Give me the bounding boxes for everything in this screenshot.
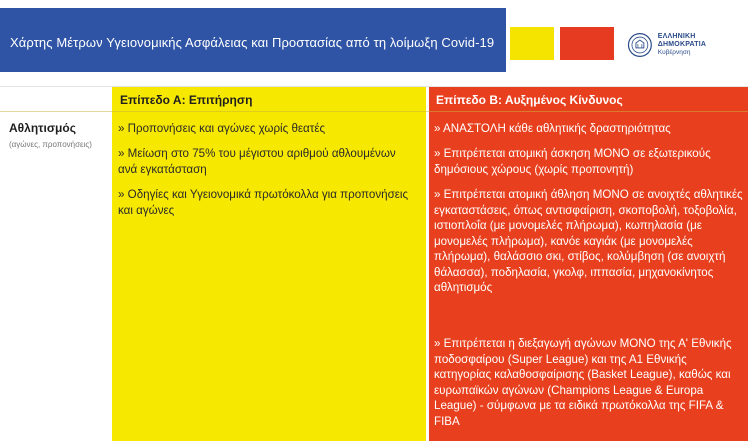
logo-line-1: ΕΛΛΗΝΙΚΗ ΔΗΜΟΚΡΑΤΙΑ: [657, 33, 707, 49]
level-a-column: [112, 87, 426, 441]
bullet-icon: »: [118, 188, 128, 201]
logo-text: [658, 33, 745, 57]
bullet-icon: »: [118, 122, 128, 135]
hellenic-seal-icon: [627, 32, 653, 58]
page-title: Χάρτης Μέτρων Υγειονομικής Ασφάλειας και Προστασίας από τη λοίμωξη Covid-19: [10, 35, 495, 50]
level-b-item-text: Επιτρέπεται ατομική άσκηση ΜΟΝΟ σε εξωτερικούς δημόσιους χώρους (χωρίς προπονητή): [434, 147, 711, 176]
level-a-item-text: Οδηγίες και Υγειονομικά πρωτόκολλα για προπονήσεις και αγώνες: [118, 188, 409, 217]
level-b-item: [434, 336, 744, 429]
level-a-item-text: Προπονήσεις και αγώνες χωρίς θεατές: [127, 122, 326, 135]
level-a-item: [118, 187, 418, 218]
level-a-item-text: Μείωση στο 75% του μέγιστου αριθμού αθλουμένων ανά εγκατάσταση: [118, 147, 396, 176]
bullet-icon: »: [434, 188, 444, 201]
level-a-item: [118, 121, 418, 137]
bullet-icon: »: [118, 147, 128, 160]
level-b-item-text: ΑΝΑΣΤΟΛΗ κάθε αθλητικής δραστηριότητας: [443, 122, 671, 135]
level-a-title: Επίπεδο Α: Επιτήρηση: [120, 93, 253, 107]
row-label: Αθλητισμός: [9, 121, 76, 135]
row-sublabel: (αγώνες, προπονήσεις): [9, 140, 92, 149]
bullet-icon: »: [434, 122, 444, 135]
logo-line-2: Κυβέρνηση: [657, 49, 691, 57]
bullet-icon: »: [434, 337, 444, 350]
header: [0, 0, 748, 95]
level-b-item: [434, 121, 744, 137]
level-a-item: [118, 146, 418, 177]
level-b-item: [434, 146, 744, 177]
level-b-title: Επίπεδο Β: Αυξημένος Κίνδυνος: [436, 93, 623, 107]
level-b-item: [434, 187, 744, 296]
bullet-icon: »: [434, 147, 444, 160]
government-logo: [627, 30, 745, 60]
yellow-level-swatch: [510, 27, 554, 60]
column-header-divider: [0, 111, 748, 112]
level-b-item-text: Επιτρέπεται ατομική άθληση ΜΟΝΟ σε ανοιχτές αθλητικές εγκαταστάσεις, όπως αντισφαίριση, σκοποβολή, τοξοβολία, ιστιοπλοΐα (με μονομελές πλήρωμα), κωπηλασία (με μονομελές πλήρωμα), κανόε καγιάκ (με μονομελές πλήρωμα), θαλάσσιο σκι, στίβος, κολύμβηση (σε ανοιχτή θάλασσα), ποδηλασία, γκολφ, ιππασία, μηχανοκίνητος αθλητισμός: [434, 188, 743, 294]
red-level-swatch: [560, 27, 614, 60]
level-b-item-text: Επιτρέπεται η διεξαγωγή αγώνων ΜΟΝΟ της Α' Εθνικής ποδοσφαίρου (Super League) και της Α1 Εθνικής κατηγορίας καλαθοσφαίρισης (Basket League), καθώς και ευρωπαϊκών αγώνων (Champions League & Europa League) - σύμφωνα με τα ειδικά πρωτόκολλα της FIFA & FIBA: [434, 337, 732, 428]
